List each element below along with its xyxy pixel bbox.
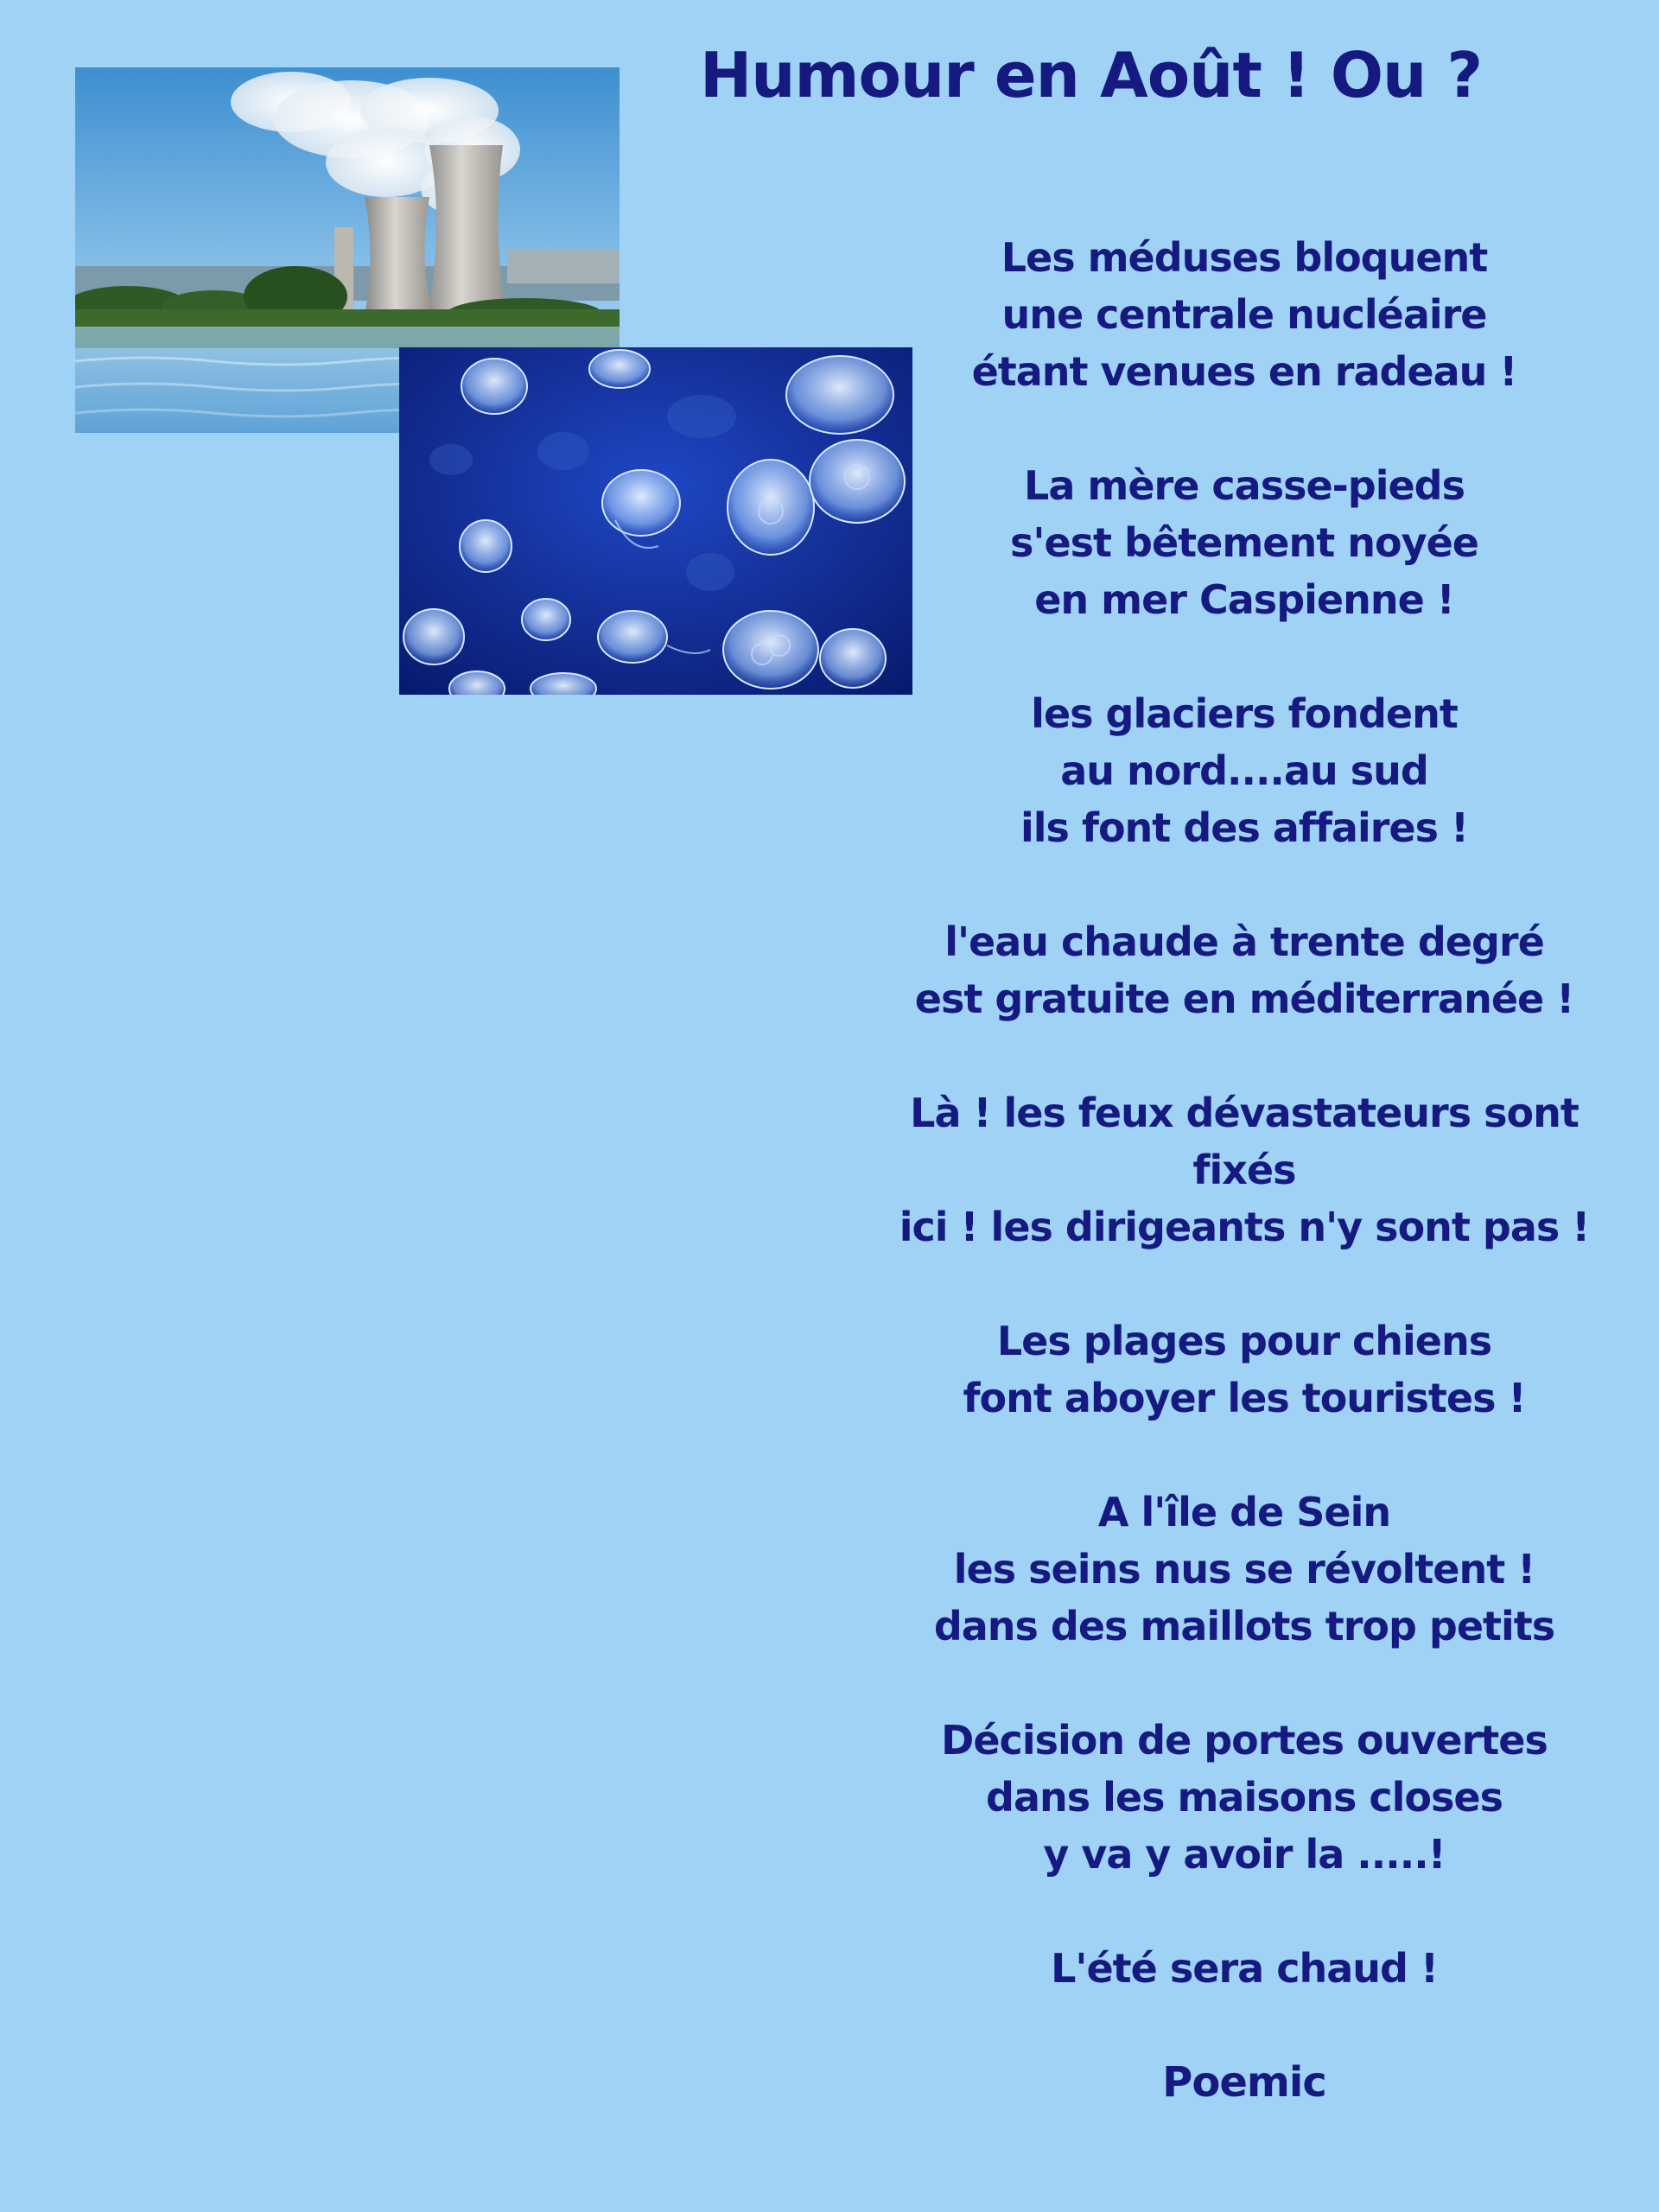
poem-line: Les méduses bloquent	[1001, 234, 1488, 281]
poem-line: ici ! les dirigeants n'y sont pas !	[899, 1204, 1590, 1250]
poem-stanza	[899, 1712, 1590, 1883]
poem-line: est gratuite en méditerranée !	[914, 976, 1574, 1022]
poem-stanza	[899, 1084, 1590, 1255]
poem-line: s'est bêtement noyée	[1010, 519, 1478, 566]
poem-line: font aboyer les touristes !	[963, 1375, 1526, 1421]
poem-line: l'eau chaude à trente degré	[944, 918, 1544, 965]
poem-stanza	[899, 913, 1590, 1027]
poem-line: ils font des affaires !	[1020, 804, 1468, 851]
poem-stanza	[899, 1313, 1590, 1427]
poem-stanza	[899, 1484, 1590, 1655]
poem-line: Décision de portes ouvertes	[941, 1717, 1548, 1764]
jellyfish-image	[399, 347, 912, 695]
poem-stanza	[899, 229, 1590, 400]
poem-line: les seins nus se révoltent !	[953, 1546, 1535, 1592]
poem-line: Les plages pour chiens	[996, 1318, 1492, 1364]
poem-line: dans les maisons closes	[986, 1774, 1503, 1821]
poem-stanza	[899, 457, 1590, 628]
poem-line: A l'île de Sein	[1097, 1489, 1391, 1535]
poem-line: fixés	[1192, 1147, 1296, 1193]
poem-line: étant venues en radeau !	[971, 348, 1517, 395]
poem-line: y va y avoir la .....!	[1043, 1831, 1446, 1878]
poem-line: La mère casse-pieds	[1024, 462, 1465, 509]
poem-signature: Poemic	[1162, 2058, 1326, 2107]
poem-line: les glaciers fondent	[1031, 690, 1458, 737]
poem-text	[899, 229, 1590, 2111]
poem-line: dans des maillots trop petits	[933, 1603, 1555, 1649]
poem-line: Là ! les feux dévastateurs sont	[910, 1090, 1579, 1136]
poem-stanza	[899, 1940, 1590, 1997]
poem-stanza	[899, 685, 1590, 856]
poem-line: au nord....au sud	[1060, 747, 1428, 794]
poem-line: une centrale nucléaire	[1001, 291, 1487, 338]
poem-line: L'été sera chaud !	[1051, 1945, 1438, 1992]
page-title: Humour en Août ! Ou ?	[700, 39, 1483, 111]
poem-line: en mer Caspienne !	[1034, 576, 1454, 623]
